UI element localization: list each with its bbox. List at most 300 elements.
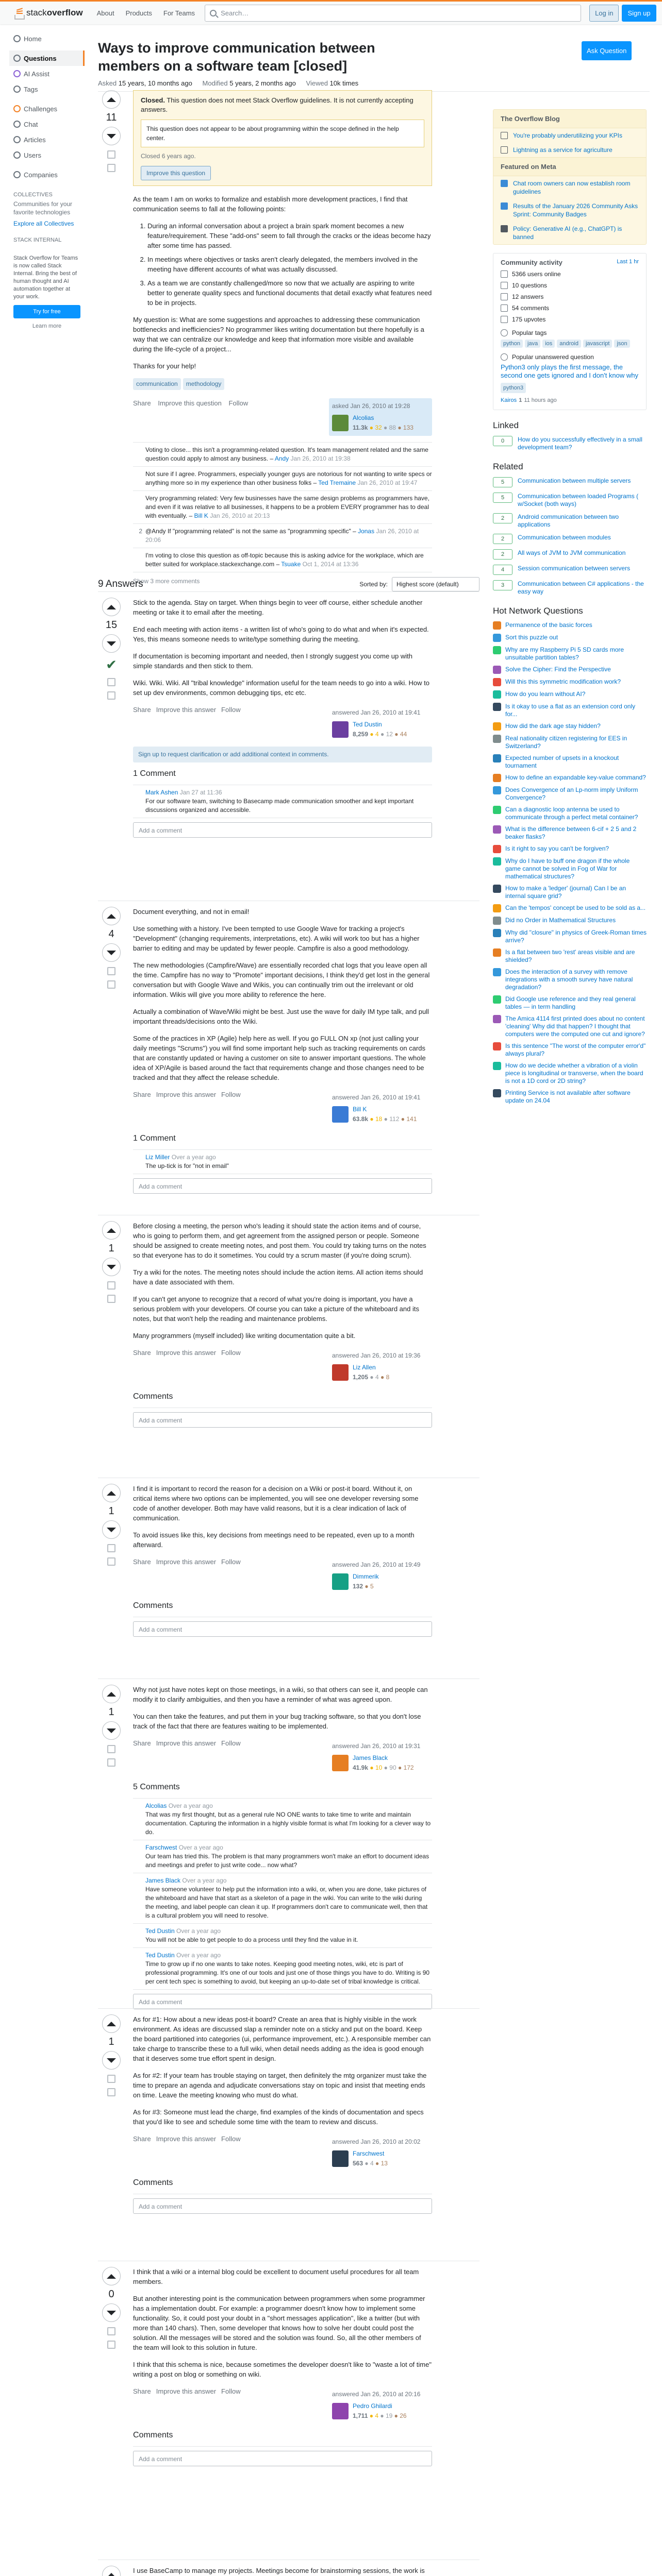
- tag-communication[interactable]: communication: [133, 378, 181, 390]
- related-question-title[interactable]: Communication between modules: [518, 534, 611, 541]
- site-icon: [493, 917, 501, 925]
- downvote-button[interactable]: [102, 1721, 121, 1740]
- blog-item[interactable]: Lightning as a service for agriculture: [513, 146, 613, 154]
- logo-text: stackoverflow: [26, 8, 83, 18]
- downvote-button[interactable]: [102, 1520, 121, 1539]
- answer-paragraph: Use something with a history. I've been tempted to use Google Wave for tracking a project's "Development" (changing requirements, interpretations, etc). A wiki will work too but has a higher barrier to editing and may be updated by fewer people. Campfire is also a good methodology.: [133, 925, 420, 952]
- chat-icon: [501, 180, 508, 187]
- answered-action: answered Jan 26, 2010 at 19:41: [332, 709, 421, 716]
- question-icon: [501, 282, 508, 289]
- hot-question-title[interactable]: Is a flat between two 'rest' areas visible and are shielded?: [505, 948, 635, 963]
- hot-question-title[interactable]: Can a diagnostic loop antenna be used to communicate through a perfect metal container?: [505, 806, 638, 821]
- closed-notice: [133, 90, 432, 186]
- comment-text: You will not be able to get people to do a process until they find the value in it.: [145, 1936, 358, 1943]
- related-question-score: 5: [493, 493, 512, 503]
- bookmark-icon[interactable]: [107, 150, 115, 159]
- hot-question-title[interactable]: Solve the Cipher: Find the Perspective: [505, 666, 611, 673]
- question-list-item: 1. During an informal conversation about a project a brain spark moment becomes a new feature/requirement. These "add-ons" seem to fall through the cracks or the ideas become hazy after some time has passed.: [147, 221, 432, 250]
- related-question-title[interactable]: Android communication between two applications: [518, 513, 619, 528]
- follow-link[interactable]: Follow: [221, 1349, 241, 1357]
- hot-question-title[interactable]: Is this sentence "The worst of the computer error'd" always plural?: [505, 1042, 646, 1057]
- login-button[interactable]: Log in: [589, 5, 619, 22]
- hot-question-title[interactable]: Does Convergence of an Lp-norm imply Uniform Convergence?: [505, 786, 638, 801]
- improve-link[interactable]: Improve this answer: [156, 2387, 217, 2395]
- hot-question-title[interactable]: Why did "closure" in physics of Greek-Roman times arrive?: [505, 929, 647, 944]
- nav-item-companies[interactable]: [9, 167, 85, 182]
- hot-question-title[interactable]: How to define an expandable key-value command?: [505, 774, 646, 781]
- improve-link[interactable]: Improve this answer: [156, 706, 217, 714]
- nav-item-users[interactable]: [9, 147, 85, 163]
- question-list-item: 3. As a team we are constantly challenged/more so now that we actually are aspiring to write better to generate quality specs and functional documents that detail exactly what features need to be in projects.: [147, 278, 432, 308]
- site-icon: [493, 666, 501, 674]
- answer-vote-cell: [98, 1221, 125, 1303]
- nav-item-articles[interactable]: [9, 132, 85, 147]
- follow-link[interactable]: Follow: [221, 1091, 241, 1098]
- comment-text: Our team has tried this. The problem is that many programmers won't make an effort to document ideas and meetings and prefer to just write code... now what?: [145, 1853, 429, 1869]
- related-question: [493, 534, 647, 544]
- answer-comments: [133, 2446, 432, 2447]
- comment-user[interactable]: Tsuake: [281, 561, 301, 568]
- nav-item-questions[interactable]: [9, 50, 85, 66]
- share-link[interactable]: Share: [133, 706, 151, 714]
- improve-link[interactable]: Improve this question: [158, 399, 222, 407]
- avatar[interactable]: [332, 1106, 349, 1123]
- teams-learn-more-link[interactable]: Learn more: [32, 323, 62, 329]
- top-nav: [91, 6, 201, 20]
- comment-text: I'm voting to close this question as off-topic because this is asking advice for the workplace, which are better suited for workplace.stackexchange.com: [145, 552, 424, 568]
- answer-paragraph: Actually a combination of Wave/Wiki might be best. Just use the wave for daily IM type talk, and pull important threads/decisions onto the Wiki.: [133, 1008, 429, 1025]
- answer-user-name[interactable]: Dimmerik: [353, 1573, 379, 1580]
- avatar[interactable]: [332, 721, 349, 738]
- answer-user-name[interactable]: Farschwest: [353, 2150, 385, 2157]
- add-comment-input[interactable]: Add a comment: [133, 1994, 432, 2009]
- comment-user[interactable]: Mark Ashen: [145, 789, 178, 796]
- popular-unanswered-user[interactable]: Kairos: [501, 397, 517, 403]
- upvote-button[interactable]: [102, 598, 121, 616]
- share-link[interactable]: Share: [133, 2135, 151, 2143]
- upvote-button[interactable]: [102, 1685, 121, 1703]
- hot-question-title[interactable]: How do you learn without AI?: [505, 690, 586, 698]
- answer-paragraph: I use BaseCamp to manage my projects. Meetings become for brainstorming sessions, the work is: [133, 2567, 425, 2574]
- closed-text: This question does not meet Stack Overflow guidelines. It is not currently accepting answers.: [141, 96, 413, 113]
- hot-question-title[interactable]: How do we decide whether a vibration of a violin piece is longitudinal or transverse, when the board is not a 1D cord or 2D string?: [505, 1062, 643, 1084]
- linked-question-title[interactable]: How do you successfully effectively in a small development team?: [518, 436, 642, 451]
- teams-heading: STACK INTERNAL: [13, 237, 62, 243]
- upvote-button[interactable]: [102, 2566, 121, 2576]
- gold-badge-count: ● 4: [370, 731, 379, 738]
- silver-badge-count: ● 88: [384, 424, 396, 431]
- bronze-badge-count: ● 133: [398, 424, 413, 431]
- answer-paragraph: Stick to the agenda. Stay on target. When things begin to veer off course, either schedule another meeting or take it to email after the meeting.: [133, 599, 423, 616]
- bronze-badge-count: ● 8: [380, 1374, 390, 1381]
- tag-methodology[interactable]: methodology: [183, 378, 225, 390]
- answer-user-card: [329, 1090, 432, 1127]
- downvote-icon: [107, 641, 116, 646]
- nav-item-chat[interactable]: [9, 116, 85, 132]
- comments-heading: Comments: [133, 1392, 173, 1401]
- comment: Not sure if I agree. Programmers, especially younger guys are notorious for not wanting to write specs or anything more so in my experience than other business folks – Ted Tremaine Jan 26, 2010 at 19:47: [133, 467, 432, 491]
- upvote-button[interactable]: [102, 90, 121, 109]
- overflow-blog: [493, 109, 647, 245]
- answer-user-name[interactable]: Pedro Ghilardi: [353, 2402, 392, 2410]
- upvote-button[interactable]: [102, 2267, 121, 2285]
- comment-date: Over a year ago: [176, 1927, 221, 1935]
- comment-user[interactable]: Andy: [274, 455, 289, 462]
- share-link[interactable]: Share: [133, 1091, 151, 1098]
- hot-question-title[interactable]: Real nationality citizen registering for EES in Switzerland?: [505, 735, 627, 750]
- add-comment-input[interactable]: Add a comment: [133, 2198, 432, 2214]
- teams-text: Stack Overflow for Teams is now called Stack Internal. Bring the best of human thought and AI automation together at your work.: [13, 255, 78, 300]
- follow-link[interactable]: Follow: [221, 2135, 241, 2143]
- avatar[interactable]: [332, 1573, 349, 1590]
- add-comment-input[interactable]: Add a comment: [133, 2451, 432, 2466]
- answer-paragraph: As for #3: Someone must lead the charge, find examples of the kinds of documentation and specs that you'd like to see and schedule some time with the team to review and discuss.: [133, 2108, 424, 2126]
- avatar[interactable]: [332, 1755, 349, 1771]
- answer-user-reputation: 1,711: [353, 2412, 368, 2419]
- asked-action: asked Jan 26, 2010 at 19:28: [332, 402, 410, 410]
- comment-user[interactable]: Ted Dustin: [145, 1952, 175, 1959]
- comment-user[interactable]: Ted Dustin: [145, 1927, 175, 1935]
- popular-tag[interactable]: json: [614, 340, 630, 348]
- bookmark-icon[interactable]: [107, 2075, 115, 2083]
- owner-name[interactable]: Alcolias: [353, 414, 374, 421]
- comment-date: Oct 1, 2014 at 13:36: [302, 561, 359, 568]
- related-question-title[interactable]: Communication between C# applications - the easy way: [518, 580, 644, 595]
- closed-reason: This question does not appear to be about programming within the scope defined in the help center.: [141, 120, 424, 147]
- question-meta: Asked 15 years, 10 months ago Modified 5 years, 2 months ago Viewed 10k times: [98, 79, 650, 92]
- downvote-button[interactable]: [102, 943, 121, 962]
- history-icon[interactable]: [107, 1758, 115, 1767]
- downvote-icon: [107, 1265, 116, 1269]
- popular-tag[interactable]: android: [557, 340, 581, 348]
- nav-products[interactable]: Products: [125, 9, 152, 17]
- articles-icon: [13, 136, 21, 143]
- hot-question-title[interactable]: How to make a 'ledger' (journal) Can I be an internal square grid?: [505, 885, 626, 900]
- share-link[interactable]: Share: [133, 1349, 151, 1357]
- share-link[interactable]: Share: [133, 399, 151, 407]
- upvote-button[interactable]: [102, 2014, 121, 2033]
- users-online: 5366 users online: [512, 270, 561, 278]
- meta-item[interactable]: Chat room owners can now establish room guidelines: [513, 180, 631, 195]
- site-logo[interactable]: [14, 2, 83, 24]
- answer-user-reputation: 1,205: [353, 1374, 369, 1381]
- community-timeframe[interactable]: Last 1 hr: [617, 259, 639, 265]
- closed-label: Closed.: [141, 96, 165, 104]
- hot-question-title[interactable]: Permanence of the basic forces: [505, 621, 592, 629]
- answer-user-card: [329, 705, 432, 742]
- hot-question: [493, 678, 647, 686]
- upvote-icon: [107, 1692, 116, 1697]
- improve-question-button[interactable]: Improve this question: [141, 166, 211, 180]
- ai-assist-icon: [13, 70, 21, 77]
- comment-user[interactable]: Farschwest: [145, 1844, 177, 1851]
- question-menu: [133, 398, 253, 408]
- related-question-title[interactable]: All ways of JVM to JVM communication: [518, 549, 626, 556]
- meta-item[interactable]: Results of the January 2026 Community Asks Sprint: Community Badges: [513, 202, 638, 218]
- comment-text: For our software team, switching to Basecamp made communication smoother and kept important discussions organized and accessible.: [145, 798, 414, 814]
- related-question-title[interactable]: Communication between loaded Programs ( w/Socket (both ways): [518, 493, 639, 507]
- answer-comments: [133, 1798, 432, 1990]
- upvote-button[interactable]: [102, 1484, 121, 1502]
- improve-link[interactable]: Improve this answer: [156, 1558, 217, 1566]
- answer-paragraph: To avoid issues like this, key decisions from meetings need to be repeated, even up to a month afterward.: [133, 1531, 415, 1549]
- avatar[interactable]: [332, 1364, 349, 1381]
- comment-user[interactable]: Ted Tremaine: [318, 479, 356, 486]
- nav-item-label: Users: [24, 151, 41, 159]
- teams-try-button[interactable]: Try for free: [13, 305, 80, 318]
- bookmark-icon[interactable]: [107, 1745, 115, 1753]
- questions-stat: 10 questions: [512, 282, 548, 289]
- site-icon: [493, 948, 501, 957]
- search-placeholder: Search…: [221, 9, 249, 17]
- answer-paragraph: Try a wiki for the notes. The meeting notes should include the action items. All action items should have a date associated with them.: [133, 1268, 423, 1286]
- history-icon[interactable]: [107, 980, 115, 989]
- avatar[interactable]: [332, 415, 349, 431]
- downvote-button[interactable]: [102, 634, 121, 653]
- question-title[interactable]: Ways to improve communication between members on a software team [closed]: [98, 40, 375, 74]
- answer-body: [133, 1685, 432, 2009]
- hot-question-title[interactable]: The Amica 4114 first printed does about no content 'cleaning' Why did that happen? I thought that computers were the computed one cut and ignore?: [505, 1015, 645, 1038]
- hot-question-title[interactable]: Does the interaction of a survey with remove integrations with a smooth survey have natural degradation?: [505, 968, 633, 991]
- answer-user-name[interactable]: Liz Allen: [353, 1364, 376, 1371]
- upvote-button[interactable]: [102, 1221, 121, 1240]
- nav-item-label: Challenges: [24, 105, 58, 113]
- history-icon[interactable]: [107, 2088, 115, 2096]
- downvote-button[interactable]: [102, 2303, 121, 2322]
- popular-tag[interactable]: python: [501, 340, 523, 348]
- explore-collectives-link[interactable]: Explore all Collectives: [13, 220, 74, 227]
- add-comment-input[interactable]: Add a comment: [133, 1412, 432, 1428]
- popular-unanswered-tag[interactable]: python3: [501, 383, 526, 393]
- avatar[interactable]: [332, 2403, 349, 2419]
- ask-question-button[interactable]: Ask Question: [582, 41, 632, 60]
- search-input[interactable]: [205, 5, 581, 22]
- answer-body: [133, 598, 432, 838]
- signup-button[interactable]: Sign up: [622, 5, 656, 22]
- site-icon: [493, 703, 501, 711]
- answer-paragraph: Why not just have notes kept on those meetings, in a wiki, so that others can see it, and people can modify it to clarify ambiguities, and then you have a reminder of what was agreed upon.: [133, 1686, 428, 1703]
- answers-stat: 12 answers: [512, 293, 544, 300]
- silver-badge-count: ● 90: [384, 1764, 396, 1771]
- popular-tags-heading: Popular tags: [512, 329, 547, 336]
- nav-item-challenges[interactable]: [9, 101, 85, 116]
- answered-action: answered Jan 26, 2010 at 19:31: [332, 1742, 421, 1750]
- answer-footer: [133, 2386, 432, 2424]
- upvotes-stat: 175 upvotes: [512, 316, 546, 323]
- hot-question-title[interactable]: How did the dark age stay hidden?: [505, 722, 601, 730]
- nav-item-label: Chat: [24, 120, 38, 128]
- hot-question-title[interactable]: Did Google use reference and they real general tables — in term handling: [505, 995, 636, 1010]
- improve-link[interactable]: Improve this answer: [156, 1091, 217, 1098]
- chat-icon: [501, 202, 508, 210]
- answer-user-name[interactable]: Ted Dustin: [353, 721, 382, 728]
- follow-link[interactable]: Follow: [228, 399, 249, 407]
- improve-link[interactable]: Improve this answer: [156, 1739, 217, 1747]
- answered-action: answered Jan 26, 2010 at 19:36: [332, 1352, 421, 1359]
- nav-item-ai-assist[interactable]: [9, 66, 85, 81]
- popular-tag[interactable]: javascript: [583, 340, 612, 348]
- history-icon[interactable]: [107, 1557, 115, 1566]
- history-icon[interactable]: [107, 691, 115, 700]
- hot-question-title[interactable]: What is the difference between 6-cif + 2 5 and 2 beaker flasks?: [505, 825, 637, 840]
- hot-question-title[interactable]: Did no Order in Mathematical Structures: [505, 917, 616, 924]
- popular-unanswered-meta: [501, 396, 639, 404]
- downvote-button[interactable]: [102, 127, 121, 145]
- question-paragraph: As the team I am on works to formalize and establish more development practices, I find that communication seems to fall at the following points:: [133, 195, 408, 213]
- popular-tag[interactable]: ios: [542, 340, 555, 348]
- closed-date: Closed 6 years ago.: [141, 152, 196, 160]
- nav-item-label: Companies: [24, 171, 58, 179]
- modified-date[interactable]: 5 years, 2 months ago: [229, 79, 296, 87]
- answer-user-name[interactable]: Bill K: [353, 1106, 367, 1113]
- comment-user[interactable]: Jonas: [358, 528, 375, 535]
- answer-icon: [501, 293, 508, 300]
- answer-user-card: [329, 2386, 432, 2424]
- question-list: [147, 221, 432, 308]
- hot-question-title[interactable]: Can the 'tempos' concept be used to be sold as a...: [505, 904, 646, 911]
- answer-score: 4: [108, 928, 114, 940]
- hot-question-title[interactable]: Expected number of upsets in a knockout tournament: [505, 754, 619, 769]
- hot-question-title[interactable]: Sort this puzzle out: [505, 634, 558, 641]
- share-link[interactable]: Share: [133, 1739, 151, 1747]
- hot-question: [493, 825, 647, 841]
- answer-body: [133, 2014, 432, 2214]
- comment-user[interactable]: Alcolias: [145, 1802, 167, 1809]
- share-link[interactable]: Share: [133, 2387, 151, 2395]
- answer-score: 1: [108, 1706, 114, 1718]
- comment-user[interactable]: James Black: [145, 1877, 181, 1884]
- follow-link[interactable]: Follow: [221, 1739, 241, 1747]
- hot-question-title[interactable]: Is it right to say you can't be forgiven?: [505, 845, 609, 852]
- nav-for-teams[interactable]: For Teams: [163, 9, 195, 17]
- linked-question: [493, 436, 647, 451]
- answer-user-name[interactable]: James Black: [353, 1754, 388, 1761]
- hot-question-title[interactable]: Will this this symmetric modification work?: [505, 678, 621, 685]
- comment-date: Jan 26, 2010 at 20:13: [210, 512, 270, 519]
- hot-question: [493, 703, 647, 718]
- bookmark-icon[interactable]: [107, 967, 115, 975]
- popular-unanswered-rep: 1: [519, 397, 522, 403]
- comment: [133, 1840, 432, 1873]
- meta-item[interactable]: Policy: Generative AI (e.g., ChatGPT) is banned: [513, 225, 622, 241]
- answers-count: 9 Answers: [98, 579, 143, 589]
- hot-question: [493, 948, 647, 964]
- comment-date: Over a year ago: [176, 1952, 221, 1959]
- hot-question-title[interactable]: Why do I have to buff one dragon if the whole game cannot be solved in Fog of War for mathematical structures?: [505, 857, 630, 880]
- silver-badge-count: ● 12: [380, 731, 393, 738]
- add-comment-input[interactable]: Add a comment: [133, 1621, 432, 1637]
- site-icon: [493, 690, 501, 699]
- hot-question: [493, 1042, 647, 1058]
- site-icon: [493, 929, 501, 937]
- related-question-title[interactable]: Session communication between servers: [518, 565, 631, 572]
- right-sidebar: [493, 109, 647, 1109]
- comment-user[interactable]: Bill K: [194, 512, 208, 519]
- related-question-title[interactable]: Communication between multiple servers: [518, 477, 631, 484]
- add-comment-input[interactable]: Add a comment: [133, 822, 432, 838]
- hot-question: [493, 845, 647, 853]
- comment: [133, 1150, 432, 1174]
- blog-heading: The Overflow Blog: [493, 110, 646, 128]
- follow-link[interactable]: Follow: [221, 706, 241, 714]
- upvote-icon: [107, 97, 116, 102]
- bookmark-icon[interactable]: [107, 1544, 115, 1552]
- follow-link[interactable]: Follow: [221, 2387, 241, 2395]
- site-icon: [493, 735, 501, 743]
- hot-question-title[interactable]: Why are my Raspberry Pi 5 SD cards more unsuitable partition tables?: [505, 646, 624, 661]
- nav-item-tags[interactable]: [9, 81, 85, 97]
- follow-link[interactable]: Follow: [221, 1558, 241, 1566]
- gold-badge-count: ● 4: [369, 2412, 378, 2419]
- answer-paragraph: Wiki. Wiki. Wiki. All "tribal knowledge" information useful for the team needs to go into a wiki. How to set up dev environments, common debugging tips, etc etc.: [133, 679, 429, 697]
- left-sidebar: [9, 31, 85, 334]
- bookmark-icon[interactable]: [107, 1281, 115, 1290]
- downvote-button[interactable]: [102, 1258, 121, 1276]
- comment-text: @Andy If "programming related" is not the same as "programming specific": [145, 528, 351, 535]
- hot-questions-heading: Hot Network Questions: [493, 606, 583, 616]
- related-question-score: 2: [493, 513, 512, 523]
- unanswered-icon: [501, 353, 508, 361]
- hot-question-title[interactable]: Is it okay to use a flat as an extension cord only for...: [505, 703, 636, 718]
- avatar[interactable]: [332, 2150, 349, 2167]
- answer-user-card: [329, 1738, 432, 1776]
- comment-user[interactable]: Liz Miller: [145, 1154, 170, 1161]
- popular-tag[interactable]: java: [525, 340, 540, 348]
- bookmark-icon[interactable]: [107, 2327, 115, 2335]
- hot-question-title[interactable]: Printing Service is not available after software update on 24.04: [505, 1089, 631, 1104]
- comment-date: Jan 26, 2010 at 20:06: [145, 528, 419, 544]
- answer-vote-cell: [98, 907, 125, 989]
- hot-question: [493, 1015, 647, 1038]
- question-paragraph: My question is: What are some suggestions and approaches to addressing these communication bottlenecks and inefficiencies? No programmer likes writing documentation but there hopefully is a way that we can centralize our knowledge and keep that information more visible and available during the life-cycle of a project...: [133, 316, 424, 353]
- collectives-description: Communities for your favorite technologies: [13, 200, 73, 216]
- comment-text: Very programming related: Very few businesses have the same design problems as programmers have, and even if it was relative to all businesses, it happens to be a problem EVERY programmer has to deal with eventually.: [145, 495, 429, 519]
- add-comment-input[interactable]: Add a comment: [133, 1178, 432, 1194]
- improve-link[interactable]: Improve this answer: [156, 2135, 217, 2143]
- site-icon: [493, 722, 501, 731]
- linked-heading: Linked: [493, 420, 519, 430]
- history-icon[interactable]: [107, 2341, 115, 2349]
- improve-link[interactable]: Improve this answer: [156, 1349, 217, 1357]
- upvote-icon: [107, 2573, 116, 2576]
- gold-badge-count: ● 10: [370, 1764, 383, 1771]
- upvote-button[interactable]: [102, 907, 121, 925]
- downvote-button[interactable]: [102, 2051, 121, 2070]
- site-icon: [493, 774, 501, 782]
- answer-user-reputation: 41.9k: [353, 1764, 369, 1771]
- answer-footer: [133, 1090, 432, 1127]
- popular-unanswered-title[interactable]: Python3 only plays the first message, the second one gets ignored and I don't know why: [501, 363, 638, 379]
- nav-item-home[interactable]: [9, 31, 85, 46]
- bronze-badge-count: ● 5: [365, 1583, 374, 1590]
- show-more-comments[interactable]: Show 3 more comments: [133, 578, 200, 585]
- history-icon[interactable]: [107, 164, 115, 172]
- answers-header: [98, 577, 479, 591]
- comment: Very programming related: Very few businesses have the same design problems as programmers have, and even if it was relative to all businesses, it happens to be a problem EVERY programmer has to deal with eventually. – Bill K Jan 26, 2010 at 20:13: [133, 491, 432, 524]
- history-icon[interactable]: [107, 1295, 115, 1303]
- view-count: 10k times: [329, 79, 359, 87]
- downvote-icon: [107, 951, 116, 955]
- signup-banner[interactable]: Sign up to request clarification or add additional context in comments.: [133, 747, 432, 762]
- nav-about[interactable]: About: [96, 9, 114, 17]
- comment: [133, 1799, 432, 1840]
- comment: 2 @Andy If "programming related" is not the same as "programming specific" – Jonas Jan 26, 2010 at 20:06: [133, 524, 432, 548]
- sort-select[interactable]: Highest score (default): [392, 577, 479, 591]
- blog-item[interactable]: You're probably underutilizing your KPIs: [513, 132, 622, 139]
- share-link[interactable]: Share: [133, 1558, 151, 1566]
- nav-item-label: Tags: [24, 85, 38, 93]
- bookmark-icon[interactable]: [107, 678, 115, 686]
